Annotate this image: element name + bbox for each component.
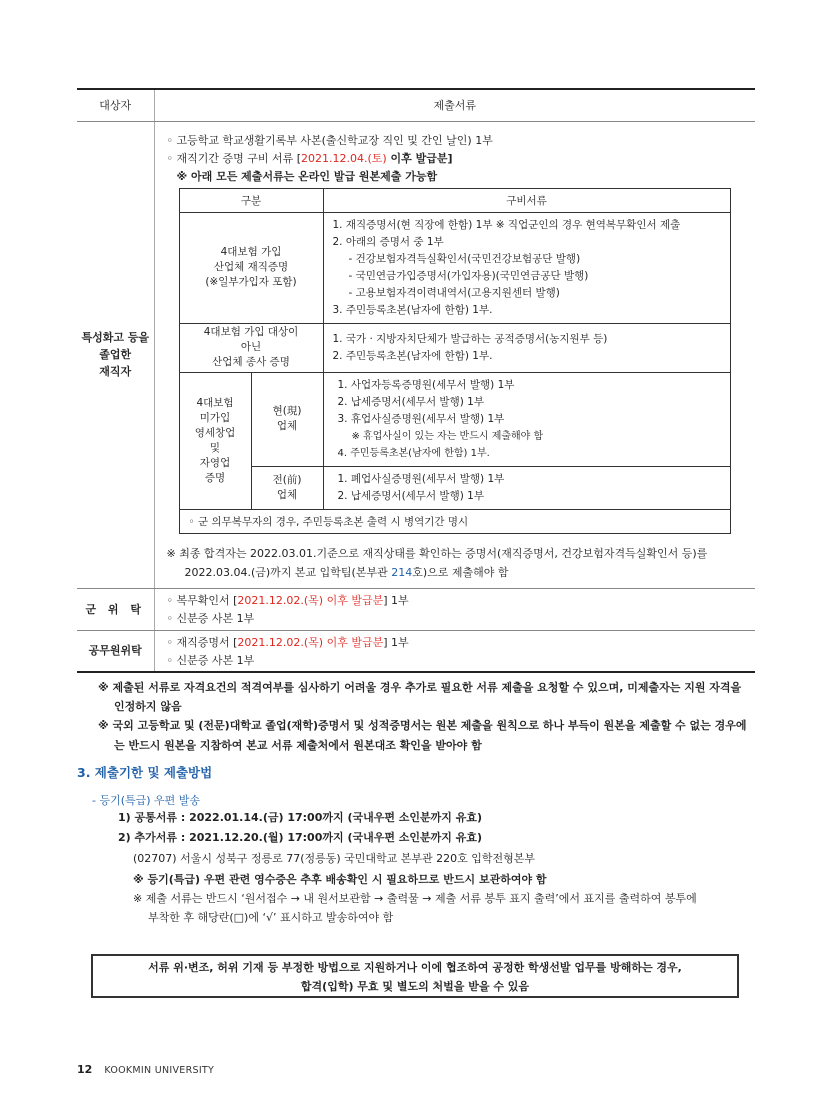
- docs-special: [154, 121, 755, 588]
- inner-header-docs: 구비서류: [323, 188, 730, 212]
- military-service-note: ◦ 군 의무복무자의 경우, 주민등록초본 출력 시 병역기간 명시: [179, 509, 730, 533]
- submission-table: [77, 88, 755, 673]
- docs-former-business: 1. 폐업사실증명원(세무서 발행) 1부 2. 납세증명서(세무서 발행) 1부: [323, 466, 730, 509]
- section-title: 3. 제출기한 및 제출방법: [77, 765, 213, 780]
- header-target: 대상자: [77, 89, 154, 121]
- inner-docs-table: [179, 188, 731, 534]
- inner-row-selfemployed-former: [179, 466, 730, 509]
- category-insured: 4대보험 가입 산업체 재직증명 (※일부가입자 포함): [179, 212, 323, 323]
- deadline-common: 1) 공통서류 : 2022.01.14.(금) 17:00까지 (국내우편 소인분까지 유효): [118, 811, 483, 824]
- university-name: KOOKMIN UNIVERSITY: [104, 1065, 215, 1076]
- category-non-insured: 4대보험 가입 대상이 아닌 산업체 종사 증명: [179, 323, 323, 372]
- special-line2: ◦ 재직기간 증명 구비 서류 [2021.12.04.(토) 이후 발급분]: [166, 151, 453, 165]
- inner-row-non-insured: [179, 323, 730, 372]
- after-note1-line2: 인정하지 않음: [114, 700, 182, 713]
- label-civil-servant: 공무원위탁: [77, 630, 154, 672]
- docs-insured: 1. 재직증명서(현 직장에 한함) 1부 ※ 직업군인의 경우 현역복무확인서 제출 2. 아래의 증명서 중 1부 - 건강보험자격득실확인서(국민건강보험공단 발행) - 국민연금가입증명서(가입자용)(국민연금공단 발행) - 고용보험자격이력내역서(고용지원센터 발행) 3. 주민등록초본(남자에 한함) 1부.: [323, 212, 730, 323]
- table-header: [77, 89, 755, 121]
- inner-row-insured: [179, 212, 730, 323]
- docs-civil-servant: ◦ 재직증명서 [2021.12.02.(목) 이후 발급분] 1부 ◦ 신분증 사본 1부: [154, 630, 755, 672]
- header-docs: 제출서류: [154, 89, 755, 121]
- row-military: [77, 588, 755, 630]
- page-number: 12: [77, 1063, 93, 1076]
- special-line1: ◦ 고등학교 학교생활기록부 사본(출신학교장 직인 및 간인 날인) 1부: [166, 133, 493, 147]
- docs-non-insured: 1. 국가 · 지방자치단체가 발급하는 공적증명서(농지원부 등) 2. 주민등록초본(남자에 한함) 1부.: [323, 323, 730, 372]
- row-special: [77, 121, 755, 588]
- docs-military: ◦ 복무확인서 [2021.12.02.(목) 이후 발급분] 1부 ◦ 신분증 사본 1부: [154, 588, 755, 630]
- deadline-additional: 2) 추가서류 : 2021.12.20.(월) 17:00까지 (국내우편 소인분까지 유효): [118, 831, 483, 844]
- docs-current-business: 1. 사업자등록증명원(세무서 발행) 1부 2. 납세증명서(세무서 발행) 1부 3. 휴업사실증명원(세무서 발행) 1부 ※ 휴업사실이 있는 자는 반드시 제출해야 함 4. 주민등록초본(남자에 한함) 1부.: [323, 372, 730, 466]
- row-civil-servant: [77, 630, 755, 672]
- inner-header-category: 구분: [179, 188, 323, 212]
- subcategory-current: 현(現) 업체: [251, 372, 323, 466]
- section-subtitle: - 등기(특급) 우편 발송: [92, 794, 201, 807]
- inner-footer-row: [179, 509, 730, 533]
- receipt-note: ※ 등기(특급) 우편 관련 영수증은 추후 배송확인 시 필요하므로 반드시 보관하여야 함: [133, 873, 547, 886]
- after-note1-line1: ※ 제출된 서류로 자격요건의 적격여부를 심사하기 어려울 경우 추가로 필요한 서류 제출을 요청할 수 있으며, 미제출자는 지원 자격을: [98, 681, 742, 694]
- category-selfemployed: 4대보험 미가입 영세창업 및 자영업 증명: [179, 372, 251, 509]
- inner-row-selfemployed-current: [179, 372, 730, 466]
- inner-header: [179, 188, 730, 212]
- after-note2-line1: ※ 국외 고등학교 및 (전문)대학교 졸업(재학)증명서 및 성적증명서는 원본 제출을 원칙으로 하나 부득이 원본을 제출할 수 없는 경우에: [98, 719, 747, 732]
- final-pass-note-line2: 2022.03.04.(금)까지 본교 입학팀(본부관 214호)으로 제출해야 함: [184, 565, 509, 579]
- label-military: 군 위 탁: [77, 588, 154, 630]
- envelope-note-line2: 부착한 후 해당란(□)에 ‘√’ 표시하고 발송하여야 함: [148, 911, 394, 924]
- special-online-note: ※ 아래 모든 제출서류는 온라인 발급 원본제출 가능함: [176, 169, 438, 183]
- mailing-address: (02707) 서울시 성북구 정릉로 77(정릉동) 국민대학교 본부관 220호 입학전형본부: [133, 852, 536, 865]
- label-special: 특성화고 등을 졸업한 재직자: [77, 121, 154, 588]
- envelope-note-line1: ※ 제출 서류는 반드시 ‘원서접수 → 내 원서보관함 → 출력물 → 제출 서류 봉투 표지 출력’에서 표지를 출력하여 봉투에: [133, 892, 697, 905]
- after-note2-line2: 는 반드시 원본을 지참하여 본교 서류 제출처에서 원본대조 확인을 받아야 함: [114, 739, 482, 752]
- subcategory-former: 전(前) 업체: [251, 466, 323, 509]
- page-footer: [77, 1063, 214, 1076]
- final-pass-note-line1: ※ 최종 합격자는 2022.03.01.기준으로 재직상태를 확인하는 증명서(재직증명서, 건강보험자격득실확인서 등)를: [166, 546, 708, 560]
- warning-box: 서류 위·변조, 허위 기재 등 부정한 방법으로 지원하거나 이에 협조하여 공정한 학생선발 업무를 방해하는 경우, 합격(입학) 무효 및 별도의 처벌을 받을 수 있음: [91, 954, 739, 998]
